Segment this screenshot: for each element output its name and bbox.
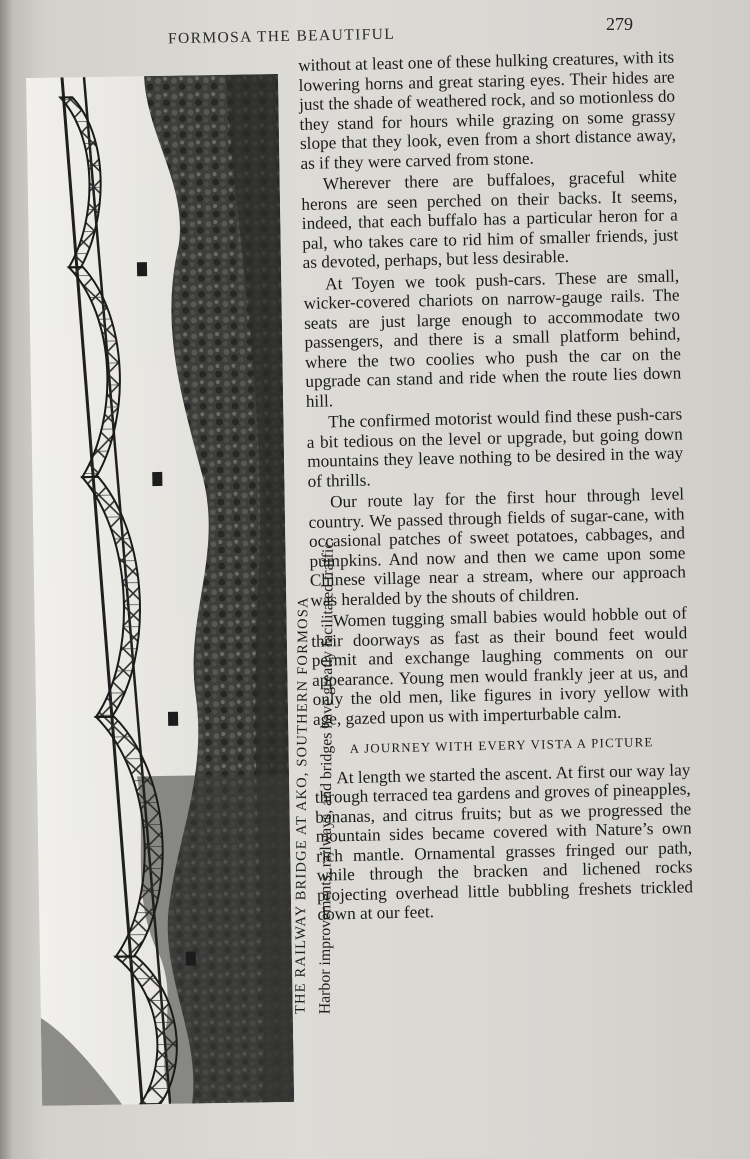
paragraph-6: Women tugging small babies would hobble out of their doorways as fast as their bound feet would permit and exchange laughing comments on our appearance. Young men would frankly jeer at us, and only the old men, like figures in ivory yellow with age, gazed upon us with imperturbable calm.	[311, 603, 689, 729]
paragraph-1: without at least one of these hulking creatures, with its lowering horns and great staring eyes. Their hides are just the shade of weathered rock, and so motionless do they stand for hours while grazing on some grassy slope that they look, even from a short distance away, as if they were carved from stone.	[298, 47, 677, 173]
section-heading: A JOURNEY WITH EVERY VISTA A PICTURE	[349, 735, 654, 757]
page-edge-shadow	[0, 0, 14, 1159]
caption-title: THE RAILWAY BRIDGE AT AKO, SOUTHERN FORMOSA	[292, 596, 312, 1015]
bridge-photograph	[26, 74, 294, 1106]
bridge-photo-illustration	[26, 74, 294, 1106]
paragraph-5: Our route lay for the first hour through level country. We passed through fields of sugar-cane, with occasional patches of sweet potatoes, cabbages, and pumpkins. And now and then we came upon some Chinese village near a stream, where our approach was heralded by the shouts of children.	[308, 484, 687, 610]
paragraph-3: At Toyen we took push-cars. These are small, wicker-covered chariots on narrow-gauge rails. The seats are just large enough to accommodate two passengers, and there is a small platform behind, where the two coolies who push the car on the upgrade can stand and ride when the route lies down hill.	[303, 265, 682, 411]
text-column	[298, 47, 694, 926]
paragraph-4: The confirmed motorist would find these push-cars a bit tedious on the level or upgrade, but going down mountains they leave nothing to be desired in the way of thrills.	[306, 404, 684, 491]
page-number: 279	[606, 14, 633, 34]
running-title: FORMOSA THE BEAUTIFUL	[167, 25, 396, 48]
caption-text: Harbor improvements, railways, and bridges have greatly facilitated traffic.	[316, 537, 337, 1015]
paragraph-7: At length we started the ascent. At first our way lay through terraced tea gardens and groves of pineapples, bananas, and citrus fruits; but as we progressed the mountain sides became covered with Nature’s own rich mantle. Ornamental grasses fringed our path, while through the bracken and lichened rocks projecting overhead little bubbling freshets trickled down at our feet.	[314, 759, 694, 924]
paragraph-2: Wherever there are buffaloes, graceful white herons are seen perched on their backs. It seems, indeed, that each buffalo has a particular heron for a pal, who takes care to rid him of smaller friends, just as devoted, perhaps, but less desirable.	[301, 166, 679, 272]
